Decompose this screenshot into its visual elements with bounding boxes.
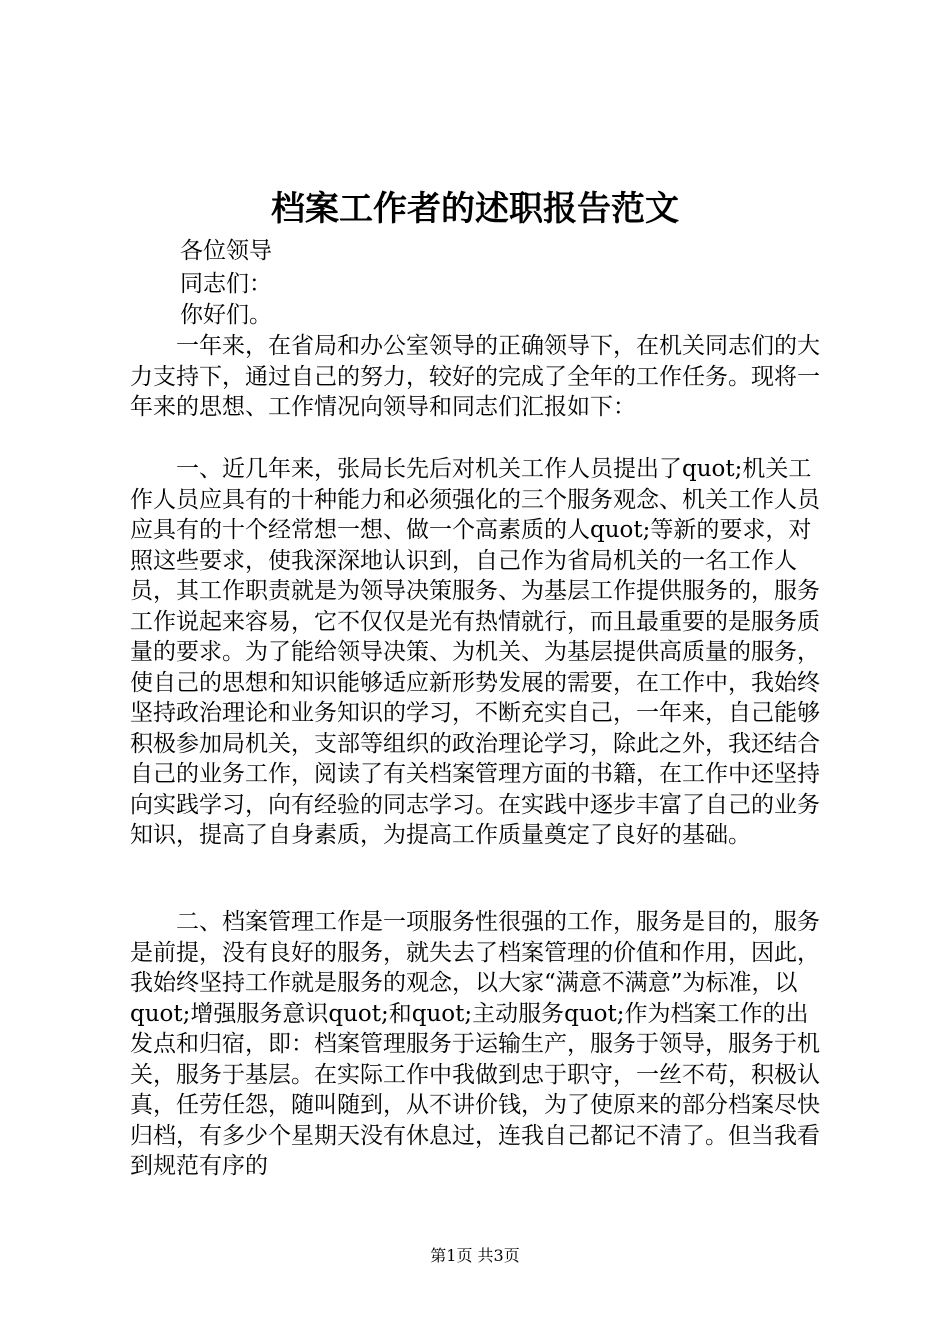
paragraph-section-2: 二、档案管理工作是一项服务性很强的工作，服务是目的，服务是前提，没有良好的服务，就失去了档案管理的价值和作用，因此，我始终坚持工作就是服务的观念，以大家“满意不满意”为标准，以quot;增强服务意识quot;和quot;主动服务quot;作为档案工作的出发点和归宿，即：档案管理服务于运输生产，服务于领导，服务于机关，服务于基层。在实际工作中我做到忠于职守，一丝不苟，积极认真，任劳任怨，随叫随到，从不讲价钱，为了使原来的部分档案尽快归档，有多少个星期天没有休息过，连我自己都记不清了。但当我看到规范有序的 xyxy=(130,909,820,1179)
page-footer: 第1页 共3页 xyxy=(430,1246,520,1265)
paragraph-intro: 一年来，在省局和办公室领导的正确领导下，在机关同志们的大力支持下，通过自己的努力，较好的完成了全年的工作任务。现将一年来的思想、工作情况向领导和同志们汇报如下： xyxy=(130,333,820,420)
salutation-leaders: 各位领导 xyxy=(180,238,272,264)
salutation-greeting: 你好们。 xyxy=(180,302,272,328)
paragraph-section-1: 一、近几年来，张局长先后对机关工作人员提出了quot;机关工作人员应具有的十种能力和必须强化的三个服务观念、机关工作人员应具有的十个经常想一想、做一个高素质的人quot;等新的要求，对照这些要求，使我深深地认识到，自己作为省局机关的一名工作人员，其工作职责就是为领导决策服务、为基层工作提供服务的，服务工作说起来容易，它不仅仅是光有热情就行，而且最重要的是服务质量的要求。为了能给领导决策、为机关、为基层提供高质量的服务，使自己的思想和知识能够适应新形势发展的需要，在工作中，我始终坚持政治理论和业务知识的学习，不断充实自己，一年来，自己能够积极参加局机关，支部等组织的政治理论学习，除此之外，我还结合自己的业务工作，阅读了有关档案管理方面的书籍，在工作中还坚持向实践学习，向有经验的同志学习。在实践中逐步丰富了自己的业务知识，提高了自身素质，为提高工作质量奠定了良好的基础。 xyxy=(130,456,820,848)
document-title: 档案工作者的述职报告范文 xyxy=(271,189,679,229)
salutation-comrades: 同志们： xyxy=(180,271,272,297)
